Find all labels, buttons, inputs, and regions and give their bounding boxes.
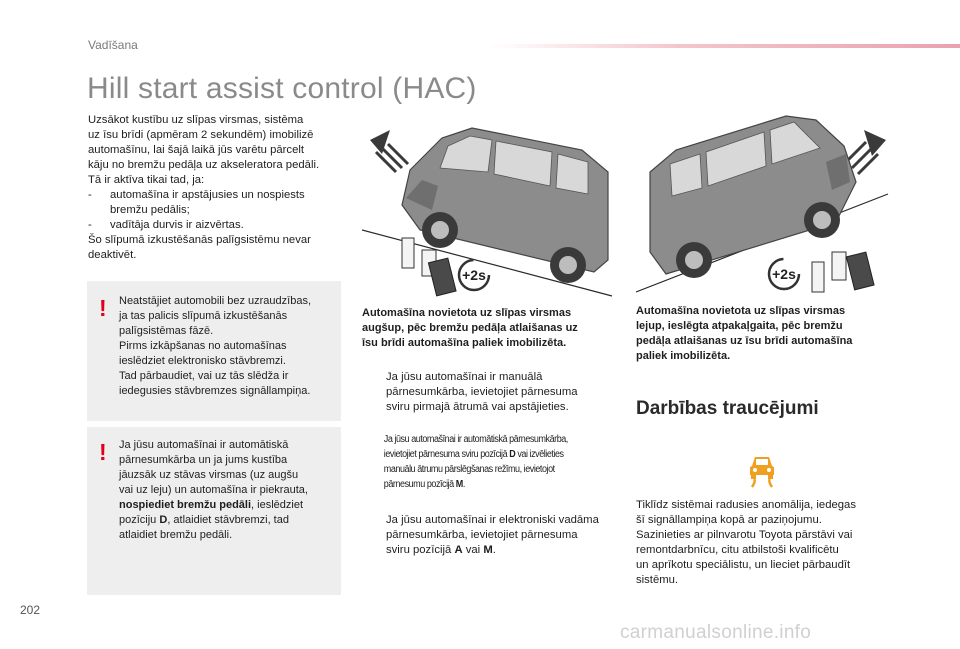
timer-badge-icon: [769, 259, 799, 289]
badge-text: +2s: [772, 266, 796, 282]
caption-downhill: Automašīna novietota uz slīpas virsmas lejup, ieslēgta atpakaļgaita, pēc bremžu pedāļa atlaišanas uz īsu brīdi automašīna paliek imobilizēta.: [636, 305, 853, 362]
intro-text: [88, 113, 358, 263]
header-decorative-line: [490, 44, 960, 48]
page-title: Hill start assist control (HAC): [87, 72, 477, 105]
malfunction-text: Tiklīdz sistēmai radusies anomālija, iedegas šī signāllampiņa kopā ar paziņojumu. Sazinieties ar pilnvarotu Toyota pārstāvi vai remontdarbnīcu, citu atbilstoši kvalificētu un aprīkotu speciālistu, un lieciet pārbaudīt sistēmu.: [636, 499, 856, 586]
uphill-arrow-icon: [370, 130, 408, 172]
intro-line: Tā ir aktīva tikai tad, ja:: [88, 174, 205, 186]
warning-line: vai uz leju) un automašīna ir piekrauta,: [119, 484, 308, 496]
page-number: 202: [20, 603, 41, 617]
warning-line: ieslēdziet elektronisko stāvbremzi.: [119, 355, 286, 367]
intro-line: kāju no bremžu pedāļa uz akseleratora pedāli.: [88, 159, 320, 171]
arrow-icon: [364, 370, 386, 415]
bullet-line: automašīna ir apstājusies un nospiests: [110, 189, 305, 201]
caption-uphill: Automašīna novietota uz slīpas virsmas augšup, pēc bremžu pedāļa atlaišanas uz īsu brīdi automašīna paliek imobilizēta.: [362, 307, 578, 349]
pedals-icon: [812, 252, 874, 292]
warning-line: jāuzsāk uz stāvas virsmas (uz augšu: [119, 469, 299, 481]
illustration-uphill: [362, 110, 620, 298]
malfunction-heading: Darbības traucējumi: [636, 398, 819, 419]
intro-line: uz īsu brīdi (apmēram 2 sekundēm) imobilizē: [88, 129, 314, 141]
van-icon: [650, 116, 856, 278]
pedals-icon: [402, 238, 456, 296]
intro-line: Uzsākot kustību uz slīpas virsmas, sistēma: [88, 114, 304, 126]
intro-bullet: [88, 218, 358, 233]
arrow-icon: [364, 432, 384, 492]
warning-line: Ja jūsu automašīnai ir automātiskā: [119, 439, 289, 451]
warning-box-parking: [87, 281, 341, 421]
section-title: Vadīšana: [88, 38, 138, 52]
bullet-line: vadītāja durvis ir aizvērtas.: [110, 219, 244, 231]
warning-line: Neatstājiet automobili bez uzraudzības,: [119, 295, 311, 307]
intro-line: automašīnu, lai šajā laikā jūs varētu pārcelt: [88, 144, 305, 156]
car-skid-warning-icon: [746, 452, 778, 488]
warning-text: [119, 294, 331, 399]
warning-line: pozīciju D, atlaidiet stāvbremzi, tad: [119, 514, 289, 526]
warning-line: Tad pārbaudiet, vai uz tās slēdža ir: [119, 370, 289, 382]
warning-icon: !: [99, 439, 107, 465]
watermark: carmanualsonline.info: [620, 622, 812, 643]
reverse-arrow-icon: [846, 130, 886, 174]
warning-icon: !: [99, 295, 107, 321]
warning-box-automatic: [87, 427, 341, 595]
warning-line: palīgsistēmas fāzē.: [119, 325, 214, 337]
intro-bullet: [88, 188, 358, 218]
warning-line: Pirms izkāpšanas no automašīnas: [119, 340, 287, 352]
warning-line: atlaidiet bremžu pedāli.: [119, 529, 233, 541]
bullet-dash: -: [88, 189, 92, 201]
warning-text: [119, 438, 331, 543]
timer-badge-icon: [459, 260, 489, 290]
bullet-dash: -: [88, 219, 92, 231]
badge-text: +2s: [462, 267, 486, 283]
warning-line: ja tas palicis slīpumā izkustēšanās: [119, 310, 288, 322]
item-manual-gearbox: Ja jūsu automašīnai ir manuālā pārnesumkārba, ievietojiet pārnesuma sviru pirmajā ātrumā vai apstājieties.: [364, 370, 614, 415]
item-electronic-gearbox: Ja jūsu automašīnai ir elektroniski vadāma pārnesumkārba, ievietojiet pārnesuma sviru pozīcijā A vai M.: [364, 513, 614, 558]
warning-line: iedegusies stāvbremzes signāllampiņa.: [119, 385, 311, 397]
intro-line: Šo slīpumā izkustēšanās palīgsistēmu nevar: [88, 234, 311, 246]
bullet-line: bremžu pedālis;: [110, 204, 190, 216]
intro-line: deaktivēt.: [88, 249, 137, 261]
arrow-icon: [364, 513, 386, 558]
illustration-downhill: [636, 102, 892, 298]
item-automatic-gearbox: Ja jūsu automašīnai ir automātiskā pārnesumkārba, ievietojiet pārnesuma sviru pozīcijā D vai izvēlieties manuālu ātrumu pārslēgšanas režīmu, ievietojot pārnesumu pozīcijā M.: [364, 432, 598, 492]
warning-line: pārnesumkārba un ja jums kustība: [119, 454, 288, 466]
warning-line: nospiediet bremžu pedāli, ieslēdziet: [119, 499, 304, 511]
